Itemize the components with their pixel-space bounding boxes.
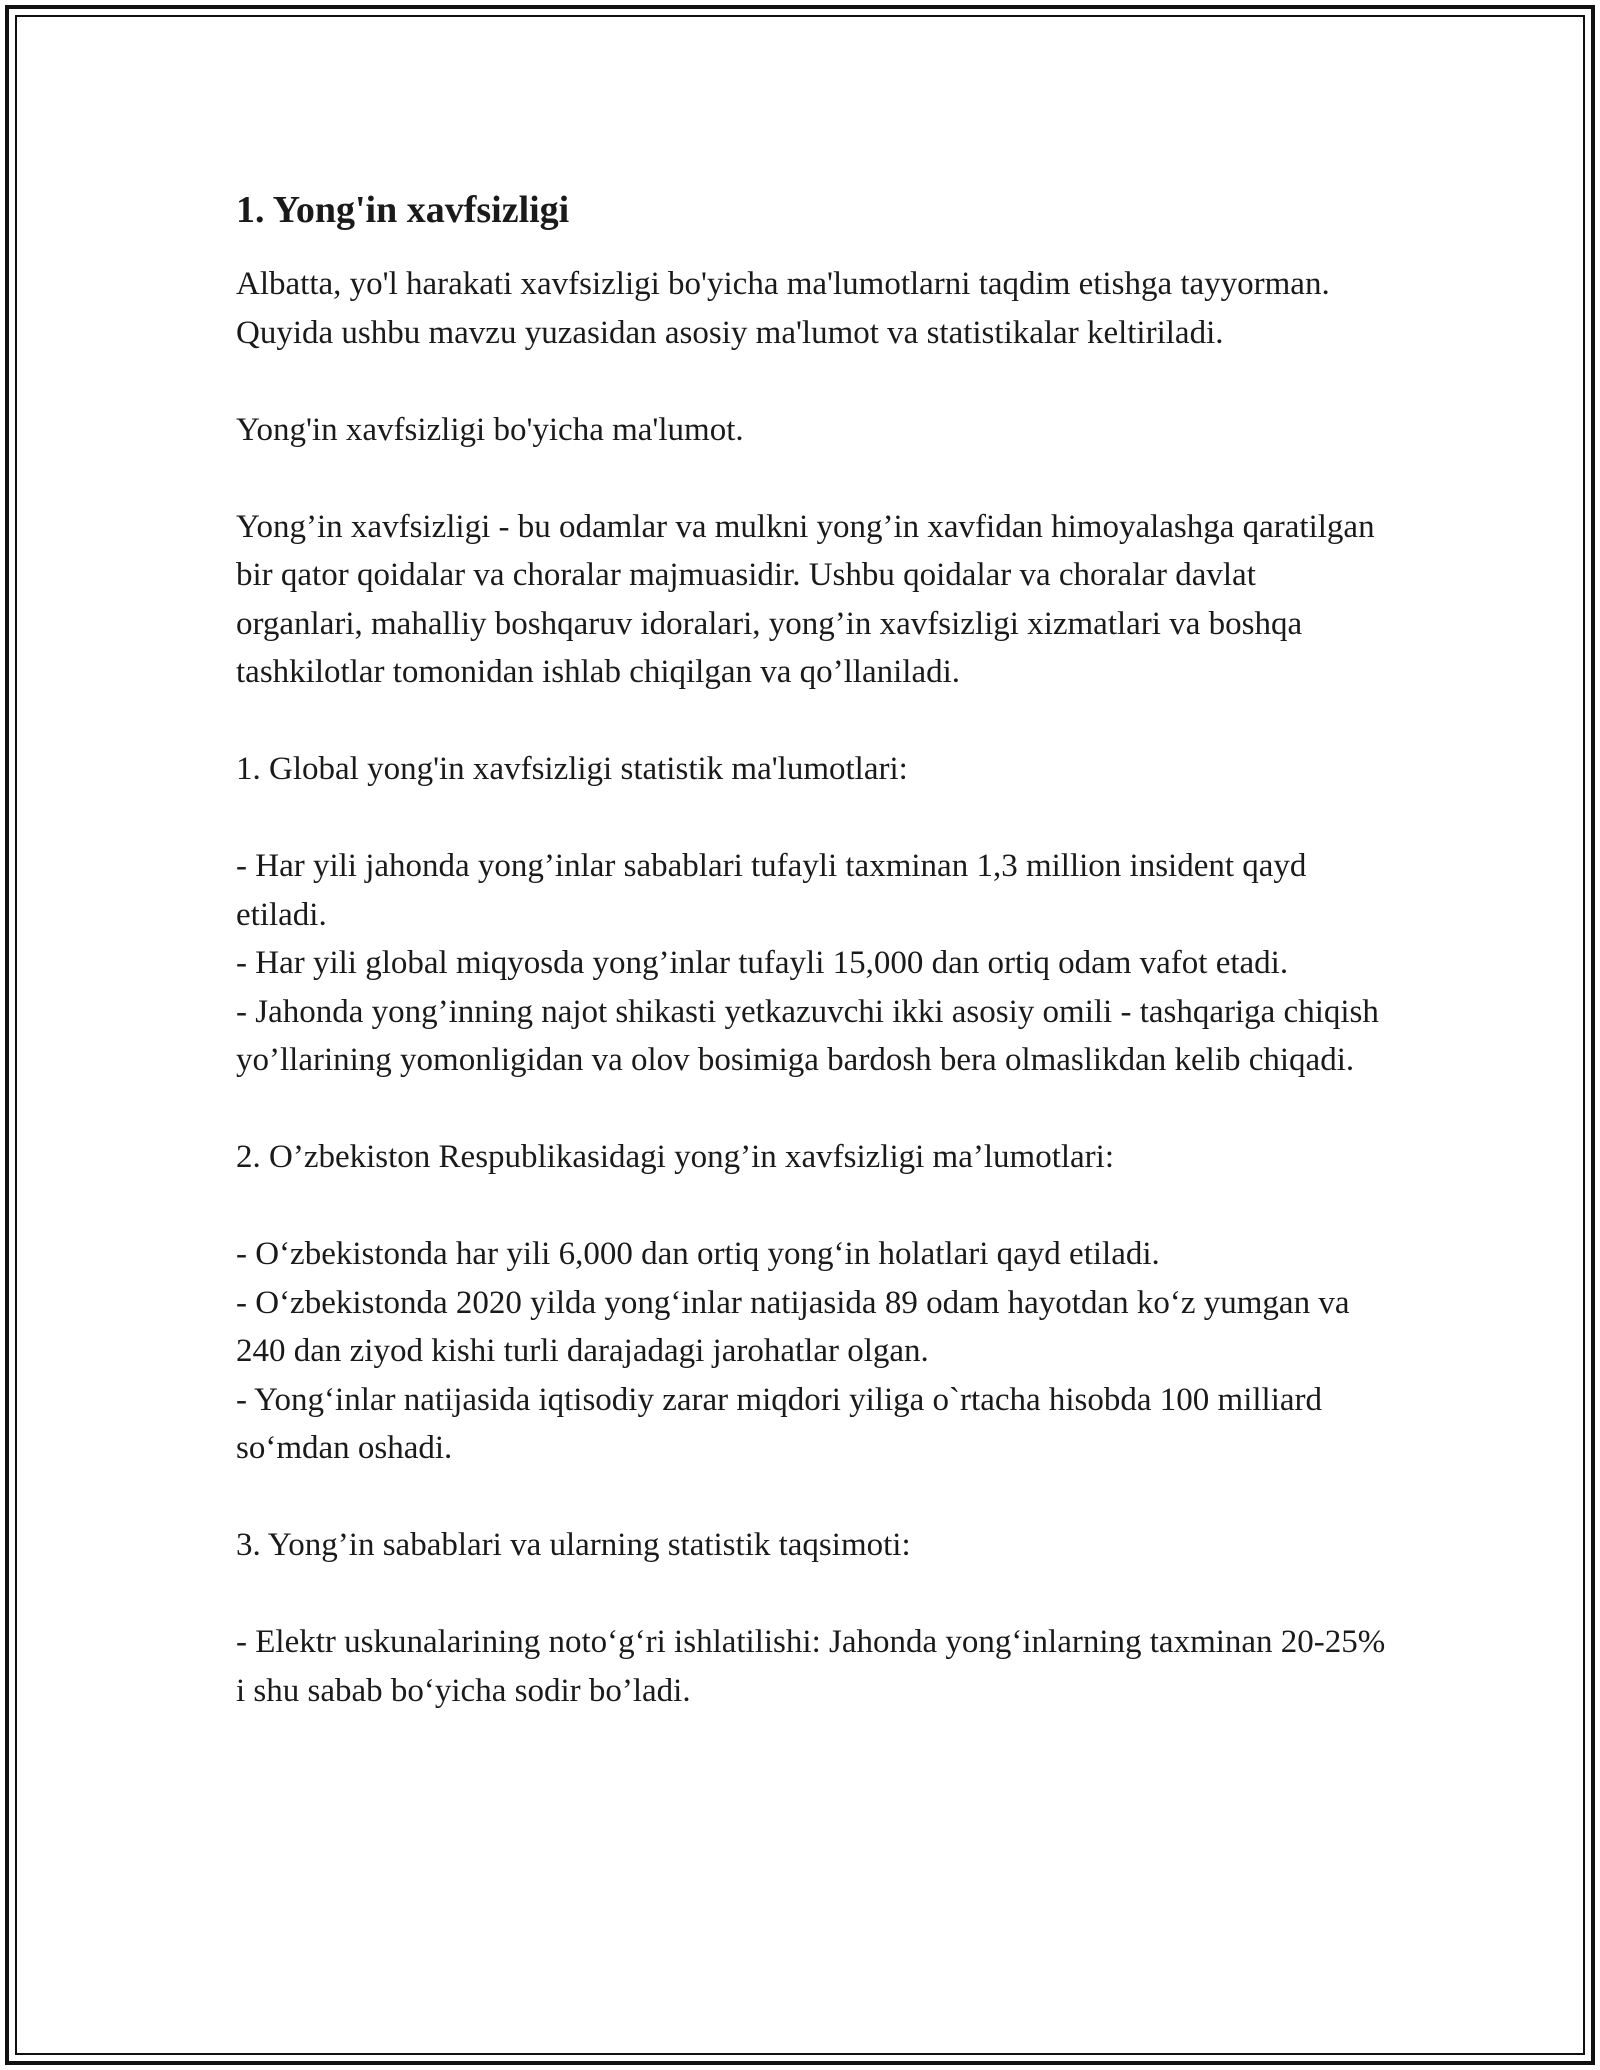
list-item: - O‘zbekistonda 2020 yilda yong‘inlar natijasida 89 odam hayotdan ko‘z yumgan va 240 dan ziyod kishi turli darajadagi jarohatlar olgan.	[236, 1284, 1350, 1369]
list-item: - Har yili global miqyosda yong’inlar tufayli 15,000 dan ortiq odam vafot etadi.	[236, 945, 1289, 981]
document-heading: 1. Yong'in xavfsizligi	[236, 189, 570, 231]
section2-title: 2. O’zbekiston Respublikasidagi yong’in xavfsizligi ma’lumotlari:	[236, 1139, 1115, 1175]
list-item: - Jahonda yong’inning najot shikasti yetkazuvchi ikki asosiy omili - tashqariga chiqish yo’llarining yomonligidan va olov bosimiga bardosh bera olmaslikdan kelib chiqadi.	[236, 993, 1379, 1078]
section3-title: 3. Yong’in sabablari va ularning statistik taqsimoti:	[236, 1527, 911, 1563]
list-item: - Elektr uskunalarining noto‘g‘ri ishlatilishi: Jahonda yong‘inlarning taxminan 20-25% i shu sabab bo‘yicha sodir bo’ladi.	[236, 1624, 1386, 1709]
list-item: - Har yili jahonda yong’inlar sabablari tufayli taxminan 1,3 million insident qayd etiladi.	[236, 848, 1307, 933]
intro-paragraph: Albatta, yo'l harakati xavfsizligi bo'yicha ma'lumotlarni taqdim etishga tayyorman. Quyida ushbu mavzu yuzasidan asosiy ma'lumot va statistikalar keltiriladi.	[236, 266, 1330, 351]
document-body	[236, 186, 1386, 1764]
definition-paragraph: Yong’in xavfsizligi - bu odamlar va mulkni yong’in xavfidan himoyalashga qaratilgan bir qator qoidalar va choralar majmuasidir. Ushbu qoidalar va choralar davlat organlari, mahalliy boshqaruv idoralari, yong’in xavfsizligi xizmatlari va boshqa tashkilotlar tomonidan ishlab chiqilgan va qo’llaniladi.	[236, 508, 1375, 690]
subtitle-paragraph: Yong'in xavfsizligi bo'yicha ma'lumot.	[236, 411, 744, 448]
section2-list	[236, 1230, 1386, 1473]
section1-list	[236, 842, 1386, 1085]
list-item: - O‘zbekistonda har yili 6,000 dan ortiq yong‘in holatlari qayd etiladi.	[236, 1236, 1160, 1272]
list-item: - Yong‘inlar natijasida iqtisodiy zarar miqdori yiliga o`rtacha hisobda 100 milliard so‘mdan oshadi.	[236, 1381, 1323, 1466]
section3-list	[236, 1618, 1386, 1715]
section1-title: 1. Global yong'in xavfsizligi statistik ma'lumotlari:	[236, 751, 908, 787]
